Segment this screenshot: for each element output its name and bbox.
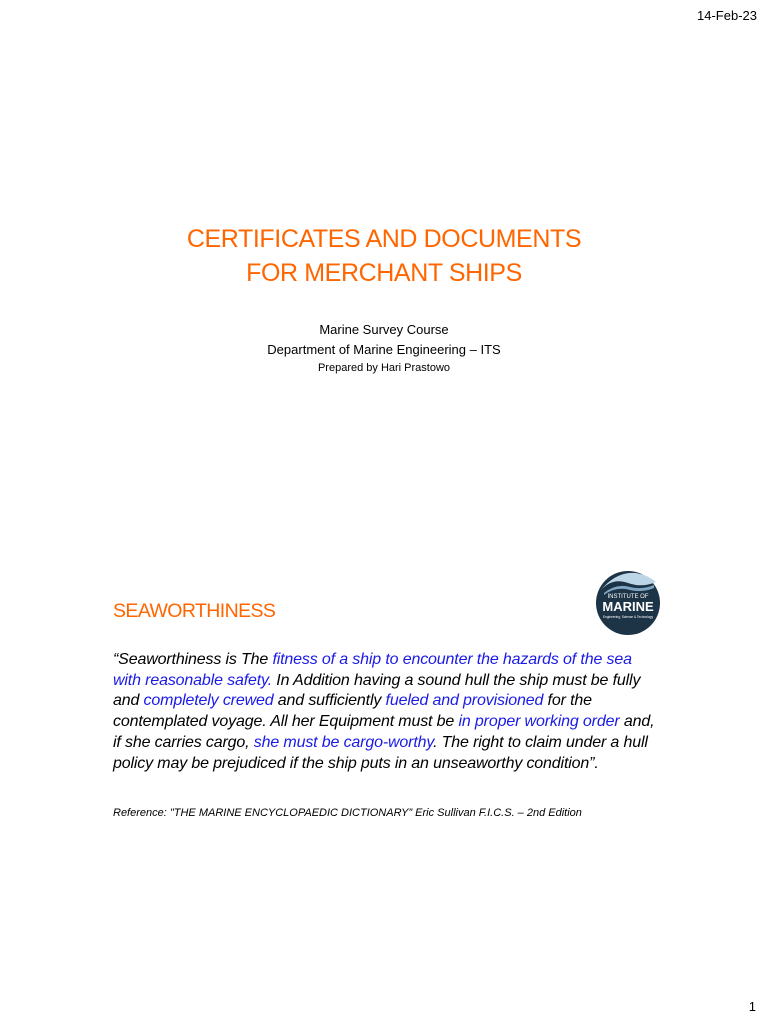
section-heading: SEAWORTHINESS — [113, 600, 276, 622]
title-line-2: FOR MERCHANT SHIPS — [246, 259, 522, 287]
subtitle-block — [0, 320, 768, 377]
quote-highlight: in proper working order — [458, 713, 620, 731]
quote-text: for the contemplated voyage. All her Equipment must be — [113, 692, 592, 731]
logo-top-text: INSTITUTE OF — [607, 594, 649, 600]
quote-text: In Addition having a sound hull the ship must be fully and — [113, 671, 641, 710]
title-line-1: CERTIFICATES AND DOCUMENTS — [186, 225, 582, 253]
quote-text: and, if she carries cargo, — [113, 713, 655, 751]
quote-text: . The right to claim under a hull policy may be prejudiced if the ship puts in an unseaworthy condition”. — [113, 733, 648, 772]
slide-date: 14-Feb-23 — [697, 8, 757, 23]
author-credit: Prepared by Hari Prastowo — [317, 362, 451, 374]
quote-highlight: she must be cargo-worthy — [253, 733, 434, 751]
title-block — [0, 222, 768, 290]
logo-bottom-text: Engineering, Science & Technology — [602, 615, 654, 619]
page-number: 1 — [748, 999, 756, 1014]
quote-highlight: completely crewed — [143, 692, 274, 710]
reference-note: Reference: "THE MARINE ENCYCLOPAEDIC DICTIONARY” Eric Sullivan F.I.C.S. – 2nd Edition — [113, 807, 582, 819]
quote-highlight: fueled and provisioned — [385, 692, 544, 710]
quote-text: “Seaworthiness is The — [113, 651, 273, 668]
seaworthiness-quote — [113, 650, 663, 774]
institute-logo-icon — [596, 571, 660, 635]
course-name: Marine Survey Course — [319, 322, 449, 337]
department-name: Department of Marine Engineering – ITS — [267, 342, 501, 357]
quote-text: and sufficiently — [273, 692, 386, 710]
logo-main-text: MARINE — [602, 599, 654, 614]
quote-highlight: fitness of a ship to encounter the hazards of the sea with reasonable safety. — [113, 651, 632, 689]
